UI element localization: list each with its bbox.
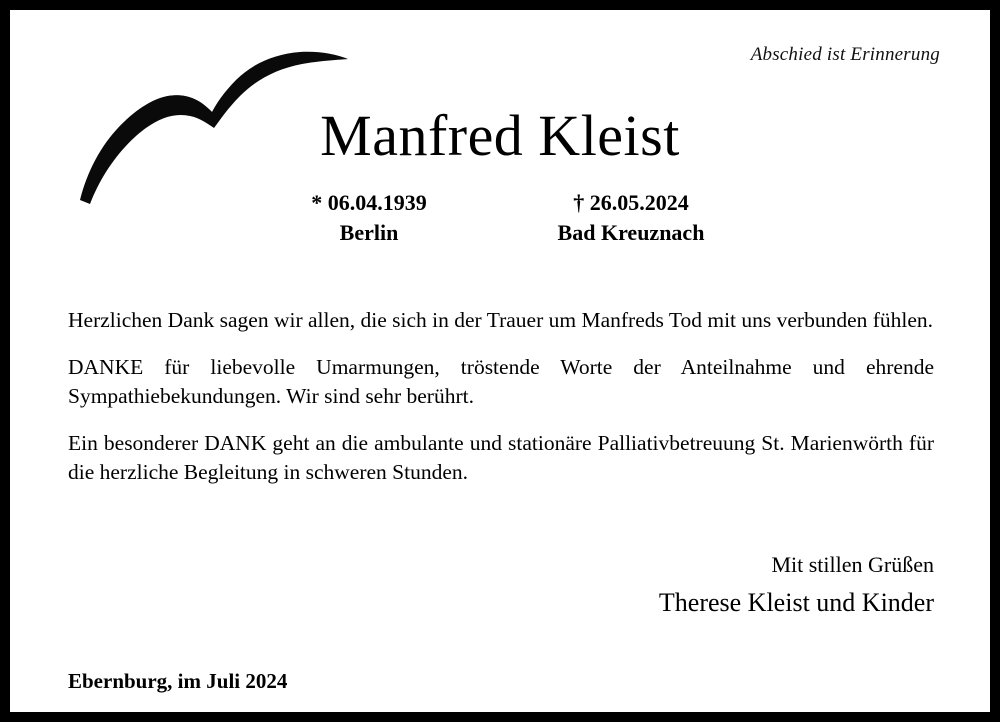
- birth-symbol: *: [311, 190, 323, 215]
- message-body: [68, 306, 934, 486]
- birth-place: Berlin: [339, 220, 399, 245]
- message-paragraph: Herzlichen Dank sagen wir allen, die sich in der Trauer um Manfreds Tod mit uns verbunden fühlen.: [68, 308, 934, 332]
- death-date-value: 26.05.2024: [589, 190, 689, 215]
- closing-line: Mit stillen Grüßen: [771, 552, 934, 577]
- death-symbol: †: [573, 190, 585, 215]
- life-dates: [10, 190, 990, 246]
- message-paragraph: DANKE für liebevolle Umarmungen, tröstende Worte der Anteilnahme und ehrende Sympathiebekundungen. Wir sind sehr berührt.: [68, 355, 934, 408]
- death-date: [531, 190, 731, 216]
- closing-block: [68, 550, 934, 621]
- death-place: Bad Kreuznach: [557, 220, 705, 245]
- birth-date: [269, 190, 469, 216]
- motto-text: Abschied ist Erinnerung: [750, 44, 940, 65]
- deceased-name: Manfred Kleist: [320, 103, 680, 168]
- birth-date-value: 06.04.1939: [327, 190, 427, 215]
- signature-line: Therese Kleist und Kinder: [658, 587, 934, 617]
- obituary-card: [10, 10, 990, 712]
- place-and-date: Ebernburg, im Juli 2024: [68, 669, 288, 693]
- message-paragraph: Ein besonderer DANK geht an die ambulante und stationäre Palliativbetreuung St. Marienwörth für die herzliche Begleitung in schweren Stunden.: [68, 431, 934, 484]
